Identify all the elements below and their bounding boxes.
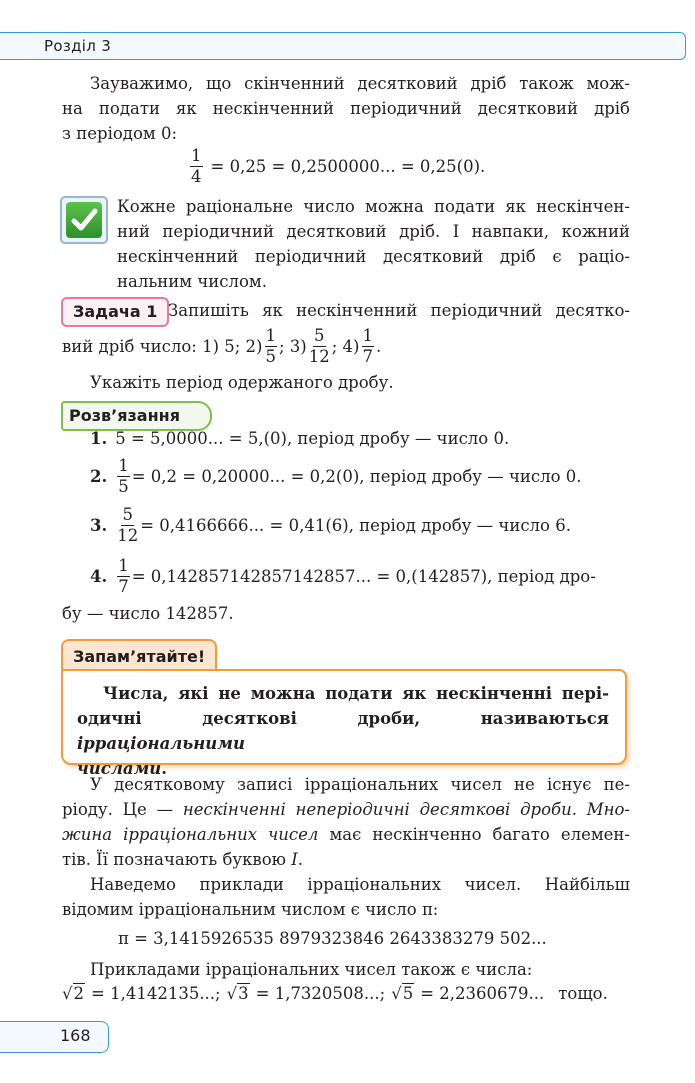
rule-line-2: ний періодичний десятковий дріб. І навпаки, кожний bbox=[117, 222, 630, 241]
task-line-2: вий дріб число: 1) 5; 2) $\frac{1}{5}$ ; 3) $\frac{5}{12}$ ; 4) $\frac{1}{7}$ . bbox=[62, 326, 382, 366]
intro-line-3: з періодом 0: bbox=[62, 124, 178, 143]
pi-formula: π = 3,1415926535 8979323846 2643383279 502... bbox=[118, 929, 547, 948]
body-p1-line-4: тів. Її позначають буквою I. bbox=[62, 850, 304, 869]
remember-label: Запам’ятайте! bbox=[61, 639, 217, 675]
solution-step-1: 1. 5 = 5,0000... = 5,(0), період дробу — число 0. bbox=[90, 429, 510, 448]
solution-label: Розв’язання bbox=[61, 401, 212, 431]
rule-line-1: Кожне раціональне число можна подати як нескінчен- bbox=[117, 197, 630, 216]
solution-step-4-continued: бу — число 142857. bbox=[62, 604, 234, 623]
page-number: 168 bbox=[60, 1026, 91, 1045]
sqrt-5: √ 5 bbox=[391, 984, 414, 1003]
page-number-tab bbox=[0, 1021, 109, 1053]
remember-text: Числа, які не можна подати як нескінченні пері- одичні десяткові дроби, називаються ірраціональними числами. bbox=[77, 681, 609, 781]
sqrt-2: √ 2 bbox=[62, 984, 85, 1003]
section-title: Розділ 3 bbox=[44, 37, 112, 55]
rule-line-3: нескінченний періодичний десятковий дріб є раціо- bbox=[117, 247, 630, 266]
sqrt-examples: √ 2 = 1,4142135...; √ 3 = 1,7320508...; √ 5 = 2,2360679... тощо. bbox=[62, 983, 608, 1003]
task-line-3: Укажіть період одержаного дробу. bbox=[90, 373, 394, 392]
fraction-1-5: $\frac{1}{5}$ bbox=[265, 326, 276, 366]
fraction-5-12: $\frac{5}{12}$ bbox=[308, 326, 330, 366]
solution-step-2: 2. $\frac{1}{5}$ = 0,2 = 0,20000... = 0,2(0), період дробу — число 0. bbox=[90, 456, 582, 496]
remember-line-2: одичні десяткові дроби, називаються ірраціональними bbox=[77, 709, 609, 753]
remember-line-3: числами. bbox=[77, 759, 168, 778]
task-line-1: Запишіть як нескінченний періодичний десятко- bbox=[168, 301, 630, 320]
section-header bbox=[0, 32, 686, 60]
body-p1-line-2: ріоду. Це — нескінченні неперіодичні десяткові дроби. Мно- bbox=[62, 800, 631, 819]
rule-line-4: нальним числом. bbox=[117, 272, 268, 291]
intro-line-2: на подати як нескінченний періодичний десятковий дріб bbox=[62, 99, 630, 118]
body-p3-line-1: Прикладами ірраціональних чисел також є числа: bbox=[90, 960, 533, 979]
body-p2-line-2: відомим ірраціональним числом є число π: bbox=[62, 900, 439, 919]
remember-box bbox=[61, 669, 627, 778]
sqrt-3: √ 3 bbox=[226, 984, 249, 1003]
task-label: Задача 1 bbox=[61, 297, 169, 327]
intro-formula: $\frac{1}{4}$ = 0,25 = 0,2500000... = 0,25(0). bbox=[191, 146, 486, 186]
solution-step-3: 3. $\frac{5}{12}$ = 0,4166666... = 0,41(6), період дробу — число 6. bbox=[90, 505, 571, 545]
body-p1-line-1: У десятковому записі ірраціональних чисел не існує пе- bbox=[90, 775, 630, 794]
body-p2-line-1: Наведемо приклади ірраціональних чисел. Найбільш bbox=[90, 875, 630, 894]
checkmark-icon bbox=[60, 196, 108, 244]
body-p1-line-3: жина ірраціональних чисел має нескінченно багато елемен- bbox=[62, 825, 630, 844]
fraction-1-7: $\frac{1}{7}$ bbox=[362, 326, 373, 366]
fraction-one-quarter: $\frac{1}{4}$ bbox=[191, 146, 202, 186]
solution-step-4: 4. $\frac{1}{7}$ = 0,142857142857142857... = 0,(142857), період дро- bbox=[90, 556, 596, 596]
intro-line-1: Зауважимо, що скінченний десятковий дріб також мож- bbox=[90, 74, 630, 93]
